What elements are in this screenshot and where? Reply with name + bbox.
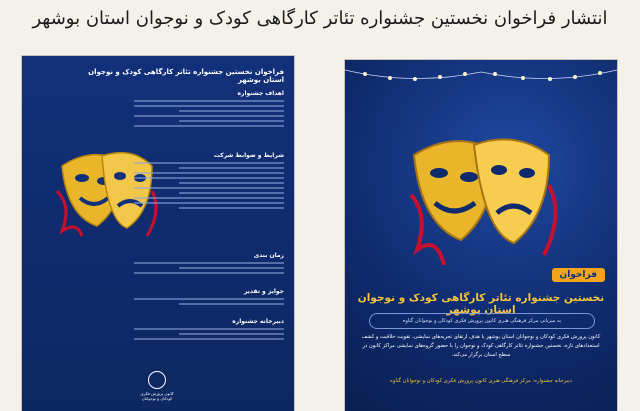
logo-text: کانون پرورش فکری کودکان و نوجوانان <box>140 391 174 401</box>
section-heading: زمان بندی <box>253 252 284 259</box>
section-heading: اهداف جشنواره <box>237 90 284 97</box>
left-poster <box>22 56 294 411</box>
left-section-timeline <box>134 252 284 277</box>
right-poster-subtitle: به میزبانی مرکز فرهنگی هنری کانون پرورش فکری کودکان و نوجوانان گناوه <box>369 313 595 329</box>
left-section-awards <box>134 288 284 308</box>
left-section-secretariat <box>134 318 284 343</box>
section-heading: شرایط و ضوابط شرکت <box>213 152 284 159</box>
kanoon-logo <box>140 371 174 401</box>
section-heading: دبیرخانه جشنواره <box>232 318 284 325</box>
right-poster-secretariat: دبیرخانه جشنواره: مرکز فرهنگی هنری کانون پرورش فکری کودکان و نوجوانان گناوه <box>390 378 572 384</box>
call-badge: فراخوان <box>552 268 605 282</box>
section-heading: جوایز و تقدیر <box>243 288 284 295</box>
left-section-conditions <box>134 152 284 212</box>
kanoon-logo-icon <box>148 371 166 389</box>
theater-masks-large-icon <box>409 115 559 275</box>
left-section-goals <box>134 90 284 130</box>
left-poster-title: فراخوان نخستین جشنواره تئاتر کارگاهی کودک و نوجوان استان بوشهر <box>88 68 284 84</box>
right-poster-title: نخستین جشنواره تئاتر کارگاهی کودک و نوجوان استان بوشهر <box>357 292 605 316</box>
string-lights-icon <box>345 64 617 94</box>
right-poster <box>345 60 617 411</box>
headline: انتشار فراخوان نخستین جشنواره تئاتر کارگاهی کودک و نوجوان استان بوشهر <box>32 8 608 29</box>
right-poster-body: کانون پرورش فکری کودکان و نوجوانان استان بوشهر با هدف ارتقای تجربه‌های نمایشی، تقویت خلاقیت و کشف استعدادهای تازه، نخستین جشنواره تئاتر کارگاهی کودک و نوجوان را با حضور گروه‌های نمایشی مراکز کانون در سطح استان برگزار می‌کند. <box>361 334 601 358</box>
